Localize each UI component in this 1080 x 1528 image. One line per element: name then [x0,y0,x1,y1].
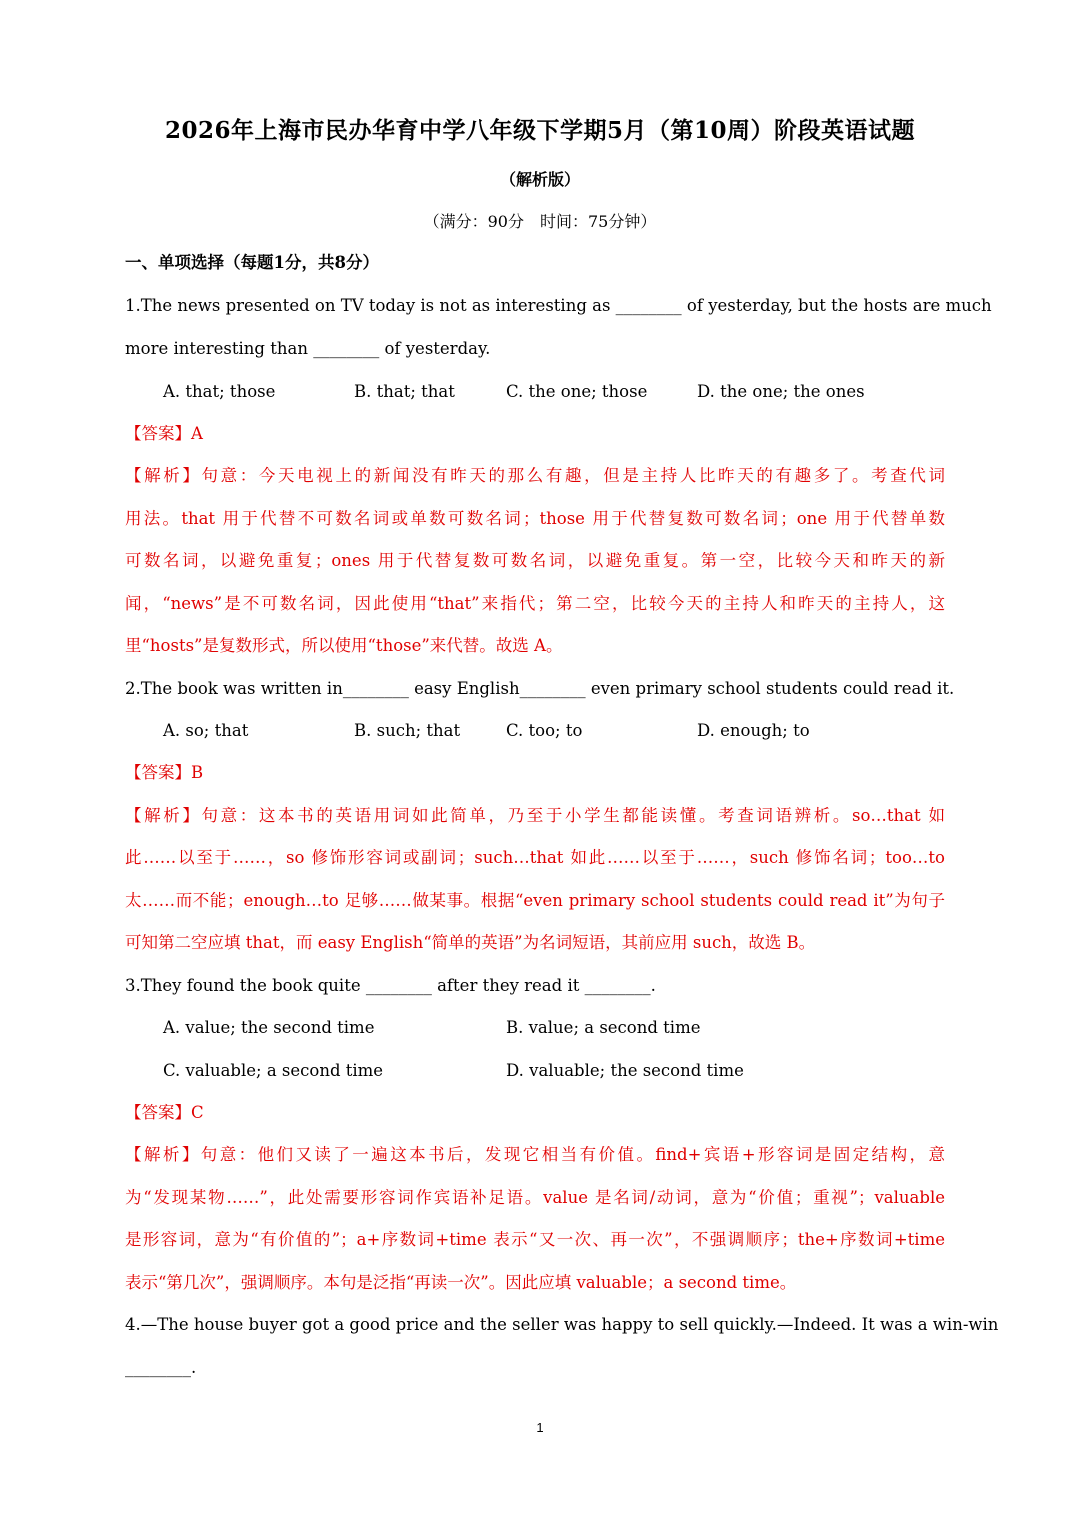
question-1-analysis-line: 闻，“news”是不可数名词，因此使用“that”来指代；第二空，比较今天的主持人和昨天的主持人，这 [125,594,945,613]
question-1-analysis-line: 【解析】句意：今天电视上的新闻没有昨天的那么有趣，但是主持人比昨天的有趣多了。考查代词 [125,466,945,485]
question-1-analysis-line: 可数名词，以避免重复；ones 用于代替复数可数名词，以避免重复。第一空，比较今天和昨天的新 [125,551,945,570]
question-1-option-a: A. that; those [163,382,276,401]
question-3-option-d: D. valuable; the second time [506,1061,744,1080]
question-3-analysis-line: 为“发现某物……”，此处需要形容词作宾语补足语。value 是名词/动词，意为“价值；重视”；valuable [125,1188,945,1207]
question-4-stem-line-1: 4.—The house buyer got a good price and the seller was happy to sell quickly.—Indeed. It was a win-win [125,1315,999,1334]
question-1-option-d: D. the one; the ones [697,382,865,401]
question-3-option-a: A. value; the second time [163,1018,375,1037]
section-heading: 一、单项选择（每题1分，共8分） [125,253,379,272]
question-1-stem-line-2: more interesting than ________ of yesterday. [125,339,491,358]
page-subtitle: （解析版） [499,170,580,189]
exam-meta: （满分：90分 时间：75分钟） [423,212,657,231]
question-2-option-d: D. enough; to [697,721,810,740]
question-3-answer: 【答案】C [125,1103,204,1122]
question-1-analysis-line: 用法。that 用于代替不可数名词或单数可数名词；those 用于代替复数可数名词；one 用于代替单数 [125,509,945,528]
question-3-option-c: C. valuable; a second time [163,1061,384,1080]
question-2-analysis-line: 太……而不能；enough…to 足够……做某事。根据“even primary school students could read it”为句子 [125,891,945,910]
question-2-analysis-line: 可知第二空应填 that，而 easy English“简单的英语”为名词短语，其前应用 such，故选 B。 [125,933,816,952]
question-2-analysis-line: 【解析】句意：这本书的英语用词如此简单，乃至于小学生都能读懂。考查词语辨析。so…that 如 [125,806,945,825]
question-1-answer: 【答案】A [125,424,203,443]
question-3-analysis-line: 【解析】句意：他们又读了一遍这本书后，发现它相当有价值。find+宾语+形容词是固定结构，意 [125,1145,945,1164]
question-2-answer: 【答案】B [125,763,204,782]
question-1-analysis-line: 里“hosts”是复数形式，所以使用“those”来代替。故选 A。 [125,636,563,655]
question-3-stem-line-1: 3.They found the book quite ________ after they read it ________. [125,976,656,995]
question-2-stem-line-1: 2.The book was written in________ easy English________ even primary school students could read it. [125,679,955,698]
page-title: 2026年上海市民办华育中学八年级下学期5月（第10周）阶段英语试题 [164,117,916,144]
question-4-stem-line-2: ________. [125,1358,197,1377]
question-1-stem-line-1: 1.The news presented on TV today is not as interesting as ________ of yesterday, but the hosts are much [125,296,992,315]
question-2-analysis-line: 此……以至于……，so 修饰形容词或副词；such…that 如此……以至于……，such 修饰名词；too…to [125,848,945,867]
question-1-option-c: C. the one; those [506,382,648,401]
question-3-option-b: B. value; a second time [506,1018,701,1037]
question-3-analysis-line: 表示“第几次”，强调顺序。本句是泛指“再读一次”。因此应填 valuable；a second time。 [125,1273,797,1292]
page-number: 1 [536,1420,544,1435]
question-2-option-c: C. too; to [506,721,583,740]
question-3-analysis-line: 是形容词，意为“有价值的”；a+序数词+time 表示“又一次、再一次”，不强调顺序；the+序数词+time [125,1230,945,1249]
question-1-option-b: B. that; that [354,382,455,401]
question-2-option-b: B. such; that [354,721,461,740]
question-2-option-a: A. so; that [163,721,249,740]
